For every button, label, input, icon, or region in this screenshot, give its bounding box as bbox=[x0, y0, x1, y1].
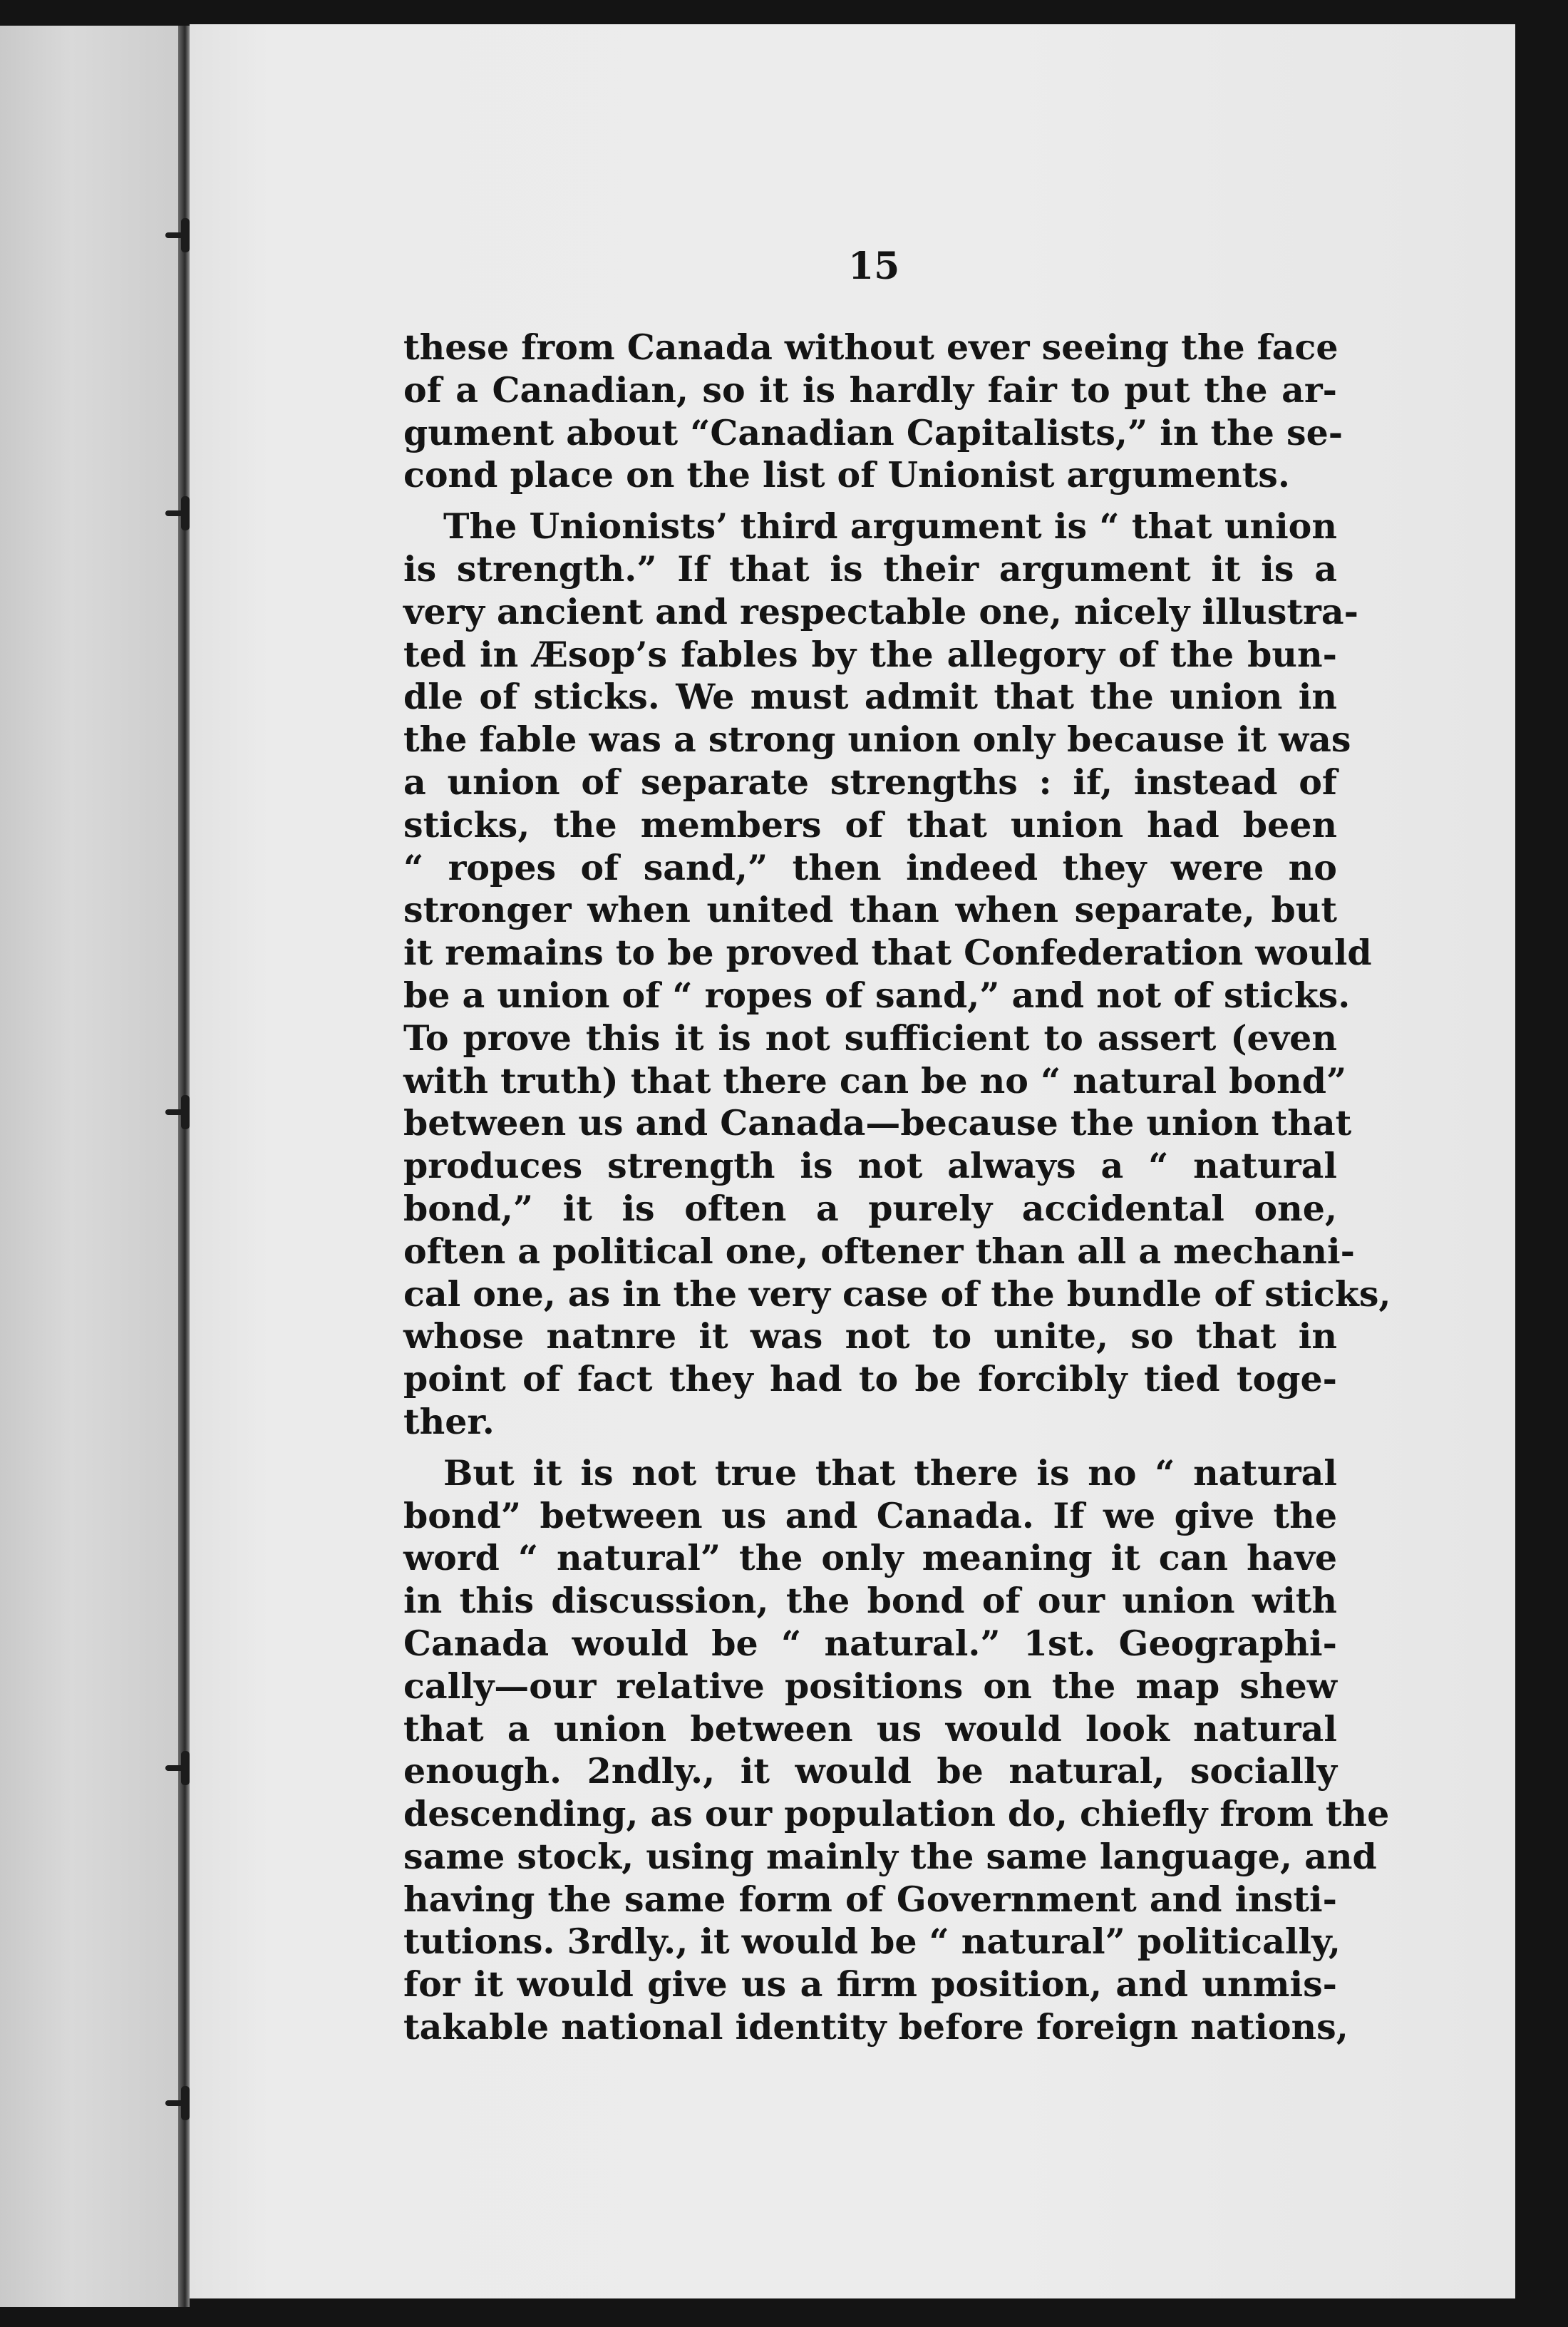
text-line: between us and Canada—because the union that bbox=[403, 1102, 1352, 1144]
text-line: gument about “Canadian Capitalists,” in the se- bbox=[403, 411, 1343, 453]
text-line: sticks, the members of that union had been bbox=[403, 803, 1337, 846]
text-line: Canada would be “ natural.” 1st. Geographi- bbox=[403, 1622, 1337, 1664]
paragraph bbox=[403, 505, 1391, 1444]
text-line: cond place on the list of Unionist arguments. bbox=[403, 454, 1290, 496]
text-line: stronger when united than when separate, but bbox=[403, 889, 1337, 931]
text-line: be a union of “ ropes of sand,” and not of sticks. bbox=[403, 974, 1351, 1016]
text-line: enough. 2ndly., it would be natural, socially bbox=[403, 1750, 1337, 1792]
paragraph bbox=[403, 1452, 1390, 2049]
page-number: 15 bbox=[848, 245, 900, 288]
text-line: ted in Æsop’s fables by the allegory of the bun- bbox=[403, 633, 1337, 675]
text-line: bond” between us and Canada. If we give the bbox=[403, 1494, 1337, 1536]
text-line: that a union between us would look natural bbox=[403, 1707, 1337, 1750]
body-text bbox=[403, 327, 1391, 2049]
text-line: point of fact they had to be forcibly tied toge- bbox=[403, 1358, 1337, 1400]
text-line: descending, as our population do, chiefly from the bbox=[403, 1793, 1390, 1835]
text-line: takable national identity before foreign nations, bbox=[403, 2006, 1348, 2048]
text-line: having the same form of Government and insti- bbox=[403, 1878, 1337, 1920]
text-line: The Unionists’ third argument is “ that union bbox=[443, 505, 1337, 548]
text-line: is strength.” If that is their argument it is a bbox=[403, 548, 1337, 590]
text-line: dle of sticks. We must admit that the union in bbox=[403, 676, 1337, 718]
text-line: the fable was a strong union only because it was bbox=[403, 719, 1351, 761]
text-line: often a political one, oftener than all a mechani- bbox=[403, 1230, 1355, 1272]
binding-gutter bbox=[178, 26, 190, 2307]
text-line: To prove this it is not sufficient to assert (even bbox=[403, 1017, 1337, 1059]
text-line: “ ropes of sand,” then indeed they were no bbox=[403, 846, 1337, 888]
text-line: whose natnre it was not to unite, so that in bbox=[403, 1315, 1337, 1357]
text-line: cally—our relative positions on the map shew bbox=[403, 1665, 1337, 1707]
paragraph bbox=[403, 327, 1343, 497]
text-line: with truth) that there can be no “ natural bond” bbox=[403, 1059, 1347, 1101]
text-line: it remains to be proved that Confederation would bbox=[403, 932, 1372, 974]
text-line: produces strength is not always a “ natural bbox=[403, 1145, 1337, 1187]
text-line: word “ natural” the only meaning it can have bbox=[403, 1537, 1337, 1579]
text-line: of a Canadian, so it is hardly fair to put the ar- bbox=[403, 369, 1337, 411]
text-line: these from Canada without ever seeing the face bbox=[403, 327, 1339, 368]
text-line: ther. bbox=[403, 1400, 495, 1442]
text-line: very ancient and respectable one, nicely illustra- bbox=[403, 590, 1358, 632]
text-line: same stock, using mainly the same language, and bbox=[403, 1835, 1377, 1877]
text-line: cal one, as in the very case of the bundle of sticks, bbox=[403, 1273, 1391, 1315]
text-line: But it is not true that there is no “ natural bbox=[443, 1452, 1337, 1494]
text-line: for it would give us a firm position, and unmis- bbox=[403, 1963, 1337, 2005]
text-line: a union of separate strengths : if, instead of bbox=[403, 761, 1337, 803]
text-line: bond,” it is often a purely accidental one, bbox=[403, 1187, 1337, 1229]
facing-page-edge bbox=[0, 26, 178, 2307]
text-line: tutions. 3rdly., it would be “ natural” politically, bbox=[403, 1921, 1341, 1963]
text-line: in this discussion, the bond of our union with bbox=[403, 1580, 1337, 1622]
